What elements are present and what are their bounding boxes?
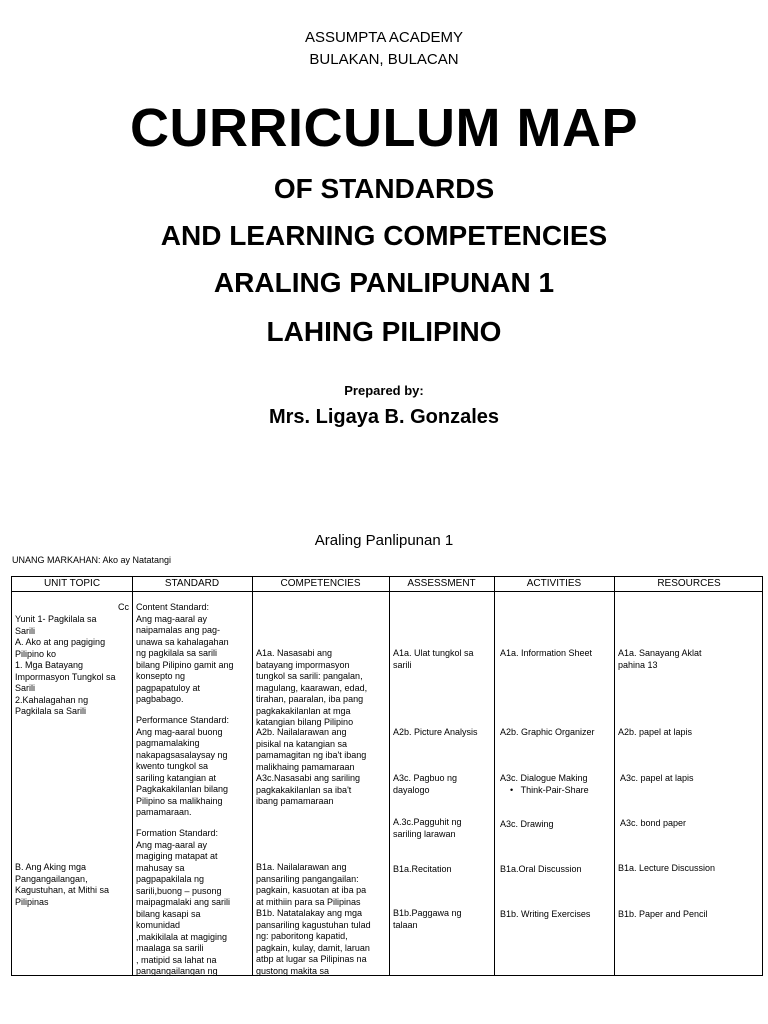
activity-a1a: A1a. Information Sheet (500, 648, 593, 658)
subtitle-line-3: ARALING PANLIPUNAN 1 (213, 267, 555, 298)
activity-a2b: A2b. Graphic Organizer (500, 727, 595, 737)
column-divider (252, 577, 253, 975)
subtitle-line-2: AND LEARNING COMPETENCIES (160, 220, 608, 251)
resource-a2b: A2b. papel at lapis (618, 727, 693, 737)
header-standard: STANDARD (164, 578, 220, 589)
document-title: CURRICULUM MAP (130, 98, 638, 158)
header-activities: ACTIVITIES (526, 578, 582, 589)
header-assessment: ASSESSMENT (407, 578, 476, 589)
header-competencies: COMPETENCIES (280, 578, 361, 589)
school-name: ASSUMPTA ACADEMY (304, 29, 464, 46)
column-divider (494, 577, 495, 975)
author-name: Mrs. Ligaya B. Gonzales (268, 406, 500, 428)
activity-a3c-dialogue: A3c. Dialogue Making (500, 773, 588, 783)
activity-a3c-drawing: A3c. Drawing (500, 819, 554, 829)
formation-standard: Formation Standard: Ang mag-aaral ay magiging matapat at mahusay sa pagpapakilala ng sarili,buong – pusong maipagmalaki ang sarili bilang kasapi sa komunidad ,makikilala at magiging maalaga sa sarili , matipid sa lahat na pangangailangan ng (136, 828, 231, 976)
bullet-icon: • (510, 785, 521, 795)
unit-topic-cc: Cc (118, 602, 129, 612)
prepared-by-label: Prepared by: (344, 383, 424, 398)
activity-a3c-bullet-text: Think-Pair-Share (520, 785, 589, 795)
header-unit-topic: UNIT TOPIC (43, 578, 101, 589)
subtitle-line-4: LAHING PILIPINO (266, 316, 502, 347)
activity-b1b: B1b. Writing Exercises (500, 909, 591, 919)
curriculum-table (11, 576, 763, 976)
subject-title: Araling Panlipunan 1 (314, 532, 454, 549)
activity-a3c-bullet (510, 785, 589, 797)
resource-b1a: B1a. Lecture Discussion (618, 863, 716, 873)
header-resources: RESOURCES (657, 578, 721, 589)
assessment-b1b: B1b.Paggawa ng talaan (393, 908, 462, 930)
school-location: BULAKAN, BULACAN (309, 51, 459, 68)
assessment-a2b: A2b. Picture Analysis (393, 727, 478, 737)
resource-a3c-paper: A3c. papel at lapis (620, 773, 694, 783)
quarter-label: UNANG MARKAHAN: Ako ay Natatangi (12, 555, 172, 565)
competency-b1b: B1b. Natatalakay ang mga pansariling kagustuhan tulad ng: paboritong kapatid, pagkain, kulay, damit, laruan atbp at lugar sa Pilipinas na gustong makita sa (256, 908, 371, 976)
unit-topic-block-2: B. Ang Aking mga Pangangailangan, Kagustuhan, at Mithi sa Pilipinas (15, 862, 110, 907)
assessment-a1a: A1a. Ulat tungkol sa sarili (393, 648, 474, 670)
assessment-b1a: B1a.Recitation (393, 864, 452, 874)
resource-a3c-bond: A3c. bond paper (620, 818, 687, 828)
competency-a3c: A3c.Nasasabi ang sariling pagkakakilanlan sa iba't ibang pamamaraan (256, 773, 361, 806)
content-standard: Content Standard: Ang mag-aaral ay naipamalas ang pag- unawa sa kahalagahan ng pagkilala sa sarili bilang Pilipino gamit ang konsepto ng pagpapatuloy at pagbabago. (136, 602, 234, 704)
competency-b1a: B1a. Nailalarawan ang pansariling pangangailan: pagkain, kasuotan at iba pa at mithiin para sa Pilipinas (256, 862, 367, 907)
resource-a1a: A1a. Sanayang Aklat pahina 13 (618, 648, 702, 670)
assessment-a3c-drawing: A.3c.Pagguhit ng sariling larawan (393, 817, 462, 839)
resource-b1b: B1b. Paper and Pencil (618, 909, 708, 919)
competency-a2b: A2b. Nailalarawan ang pisikal na katangian sa pamamagitan ng iba't ibang malikhaing pamamaraan (256, 727, 367, 772)
assessment-a3c-dialogue: A3c. Pagbuo ng dayalogo (393, 773, 458, 795)
subtitle-line-1: OF STANDARDS (273, 173, 495, 204)
performance-standard: Performance Standard: Ang mag-aaral buong pagmamalaking nakapagsasalaysay ng kwento tungkol sa sariling katangian at Pagkakakilanlan bilang Pilipino sa malikhaing pamamaraan. (136, 715, 230, 817)
school-heading (0, 27, 768, 71)
unit-topic-block-1: Yunit 1- Pagkilala sa Sarili A. Ako at ang pagiging Pilipino ko 1. Mga Batayang Impormasyon Tungkol sa Sarili 2.Kahalagahan ng Pagkilala sa Sarili (15, 614, 116, 716)
column-divider (614, 577, 615, 975)
activity-b1a: B1a.Oral Discussion (500, 864, 582, 874)
header-divider (12, 591, 762, 592)
competency-a1a: A1a. Nasasabi ang batayang impormasyon tungkol sa sarili: pangalan, magulang, kaarawan, edad, tirahan, paaralan, iba pang pagkakakilanlan at mga katangian bilang Pilipino (256, 648, 368, 727)
